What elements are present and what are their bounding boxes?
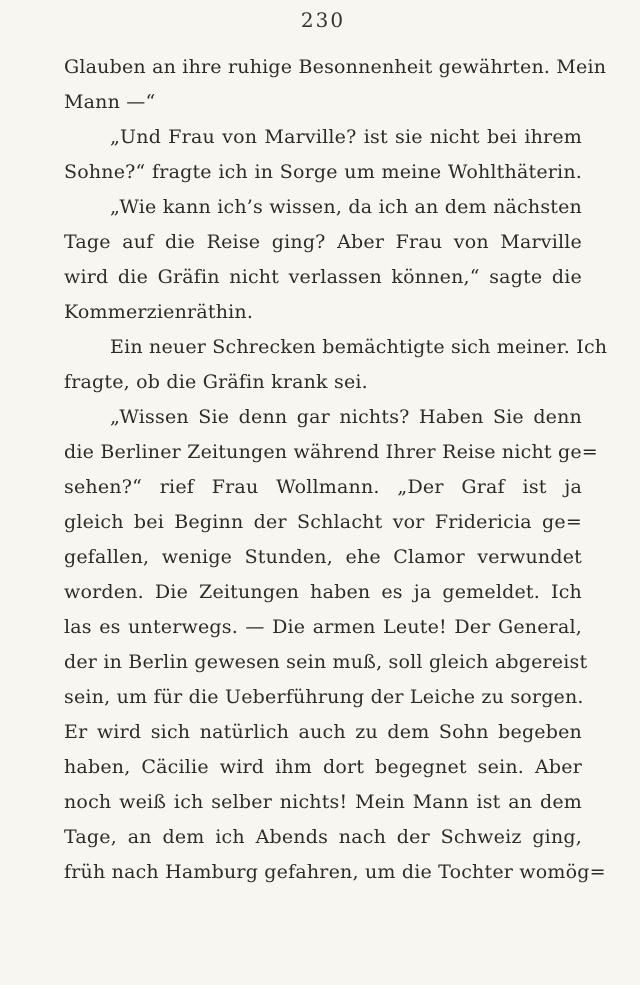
text-line: „Und Frau von Marville? ist sie nicht bei ihrem xyxy=(110,126,582,148)
text-line: Glauben an ihre ruhige Besonnenheit gewährten. Mein xyxy=(64,56,607,78)
text-line: sehen?“ rief Frau Wollmann. „Der Graf ist ja xyxy=(64,476,582,498)
text-line: Tage auf die Reise ging? Aber Frau von Marville xyxy=(64,231,582,253)
text-line: haben, Cäcilie wird ihm dort begegnet sein. Aber xyxy=(64,756,582,778)
text-line: wird die Gräfin nicht verlassen können,“ sagte die xyxy=(64,266,582,288)
text-line: fragte, ob die Gräfin krank sei. xyxy=(64,371,368,393)
text-line: die Berliner Zeitungen während Ihrer Reise nicht ge= xyxy=(64,441,598,463)
text-line: Mann —“ xyxy=(64,91,156,113)
text-line: Sohne?“ fragte ich in Sorge um meine Wohlthäterin. xyxy=(64,161,582,183)
text-line: „Wissen Sie denn gar nichts? Haben Sie denn xyxy=(110,406,582,428)
text-line: Tage, an dem ich Abends nach der Schweiz ging, xyxy=(64,826,582,848)
text-line: gefallen, wenige Stunden, ehe Clamor verwundet xyxy=(64,546,582,568)
text-line: „Wie kann ich’s wissen, da ich an dem nächsten xyxy=(110,196,582,218)
text-line: gleich bei Beginn der Schlacht vor Fridericia ge= xyxy=(64,511,582,533)
text-line: Er wird sich natürlich auch zu dem Sohn begeben xyxy=(64,721,582,743)
text-line: las es unterwegs. — Die armen Leute! Der General, xyxy=(64,616,582,638)
page-number: 230 xyxy=(300,8,346,32)
text-line: worden. Die Zeitungen haben es ja gemeldet. Ich xyxy=(64,581,582,603)
text-line: Kommerzienräthin. xyxy=(64,301,254,323)
body-text xyxy=(64,50,608,890)
text-line: früh nach Hamburg gefahren, um die Tochter womög= xyxy=(64,861,606,883)
text-line: sein, um für die Ueberführung der Leiche zu sorgen. xyxy=(64,686,584,708)
text-line: der in Berlin gewesen sein muß, soll gleich abgereist xyxy=(64,651,588,673)
text-line: Ein neuer Schrecken bemächtigte sich meiner. Ich xyxy=(110,336,608,358)
text-line: noch weiß ich selber nichts! Mein Mann ist an dem xyxy=(64,791,582,813)
